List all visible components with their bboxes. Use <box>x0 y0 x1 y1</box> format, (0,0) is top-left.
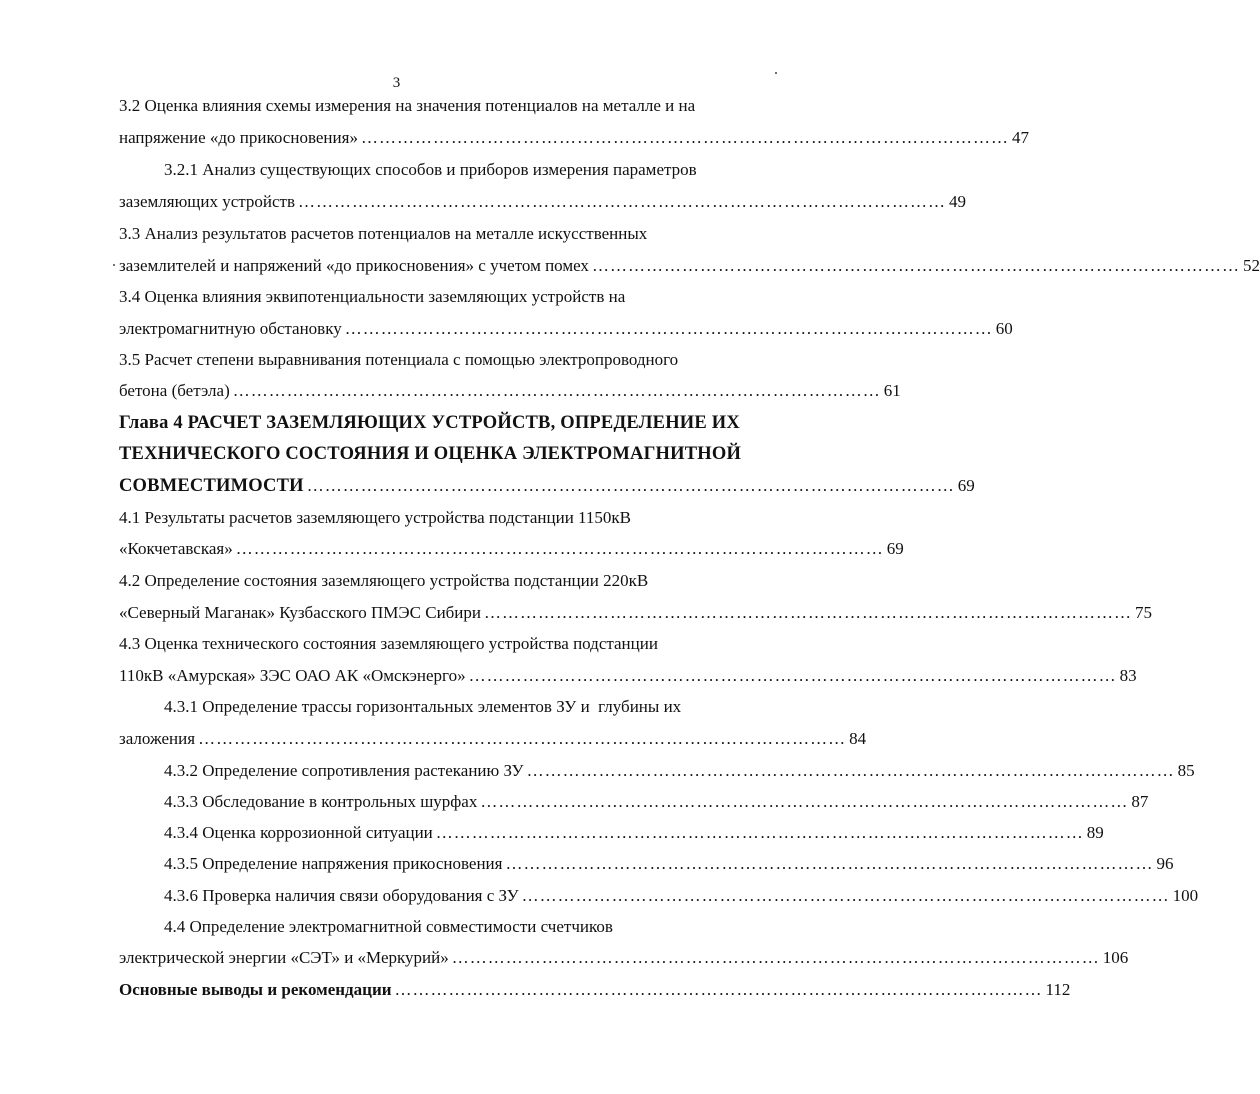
toc-line <box>119 536 904 562</box>
scan-speck <box>775 72 777 74</box>
toc-page-number: 106 <box>1102 948 1129 967</box>
toc-entry-text: СОВМЕСТИМОСТИ <box>119 476 304 496</box>
toc-line <box>119 505 759 531</box>
dot-leader: ……………………………………………………………………………………………… <box>232 381 881 400</box>
dot-leader: ……………………………………………………………………………………………… <box>480 792 1129 811</box>
toc-page-number: 89 <box>1086 823 1104 842</box>
toc-line <box>164 157 764 183</box>
toc-entry-text: электромагнитную обстановку <box>119 319 342 338</box>
toc-line <box>119 221 759 247</box>
toc-line <box>164 789 1149 815</box>
dot-leader: ……………………………………………………………………………………………… <box>484 603 1133 622</box>
dot-leader: ……………………………………………………………………………………………… <box>344 319 993 338</box>
toc-entry-text: 4.3.3 Обследование в контрольных шурфах <box>164 792 478 811</box>
toc-line <box>119 726 867 752</box>
toc-line <box>164 883 1199 909</box>
toc-line <box>119 189 967 215</box>
dot-leader: ……………………………………………………………………………………………… <box>198 729 847 748</box>
toc-entry-text: бетона (бетэла) <box>119 381 230 400</box>
toc-entry-text: 110кВ «Амурская» ЗЭС ОАО АК «Омскэнерго» <box>119 666 466 685</box>
toc-entry-text: 4.2 Определение состояния заземляющего устройства подстанции 220кВ <box>119 571 649 590</box>
toc-line <box>119 600 1153 626</box>
toc-entry-text: 4.3.5 Определение напряжения прикосновения <box>164 854 503 873</box>
toc-page-number: 84 <box>849 729 867 748</box>
toc-line <box>164 820 1104 846</box>
toc-entry-text: 4.1 Результаты расчетов заземляющего устройства подстанции 1150кВ <box>119 508 632 527</box>
toc-line <box>119 473 975 499</box>
toc-entry-text: 4.4 Определение электромагнитной совместимости счетчиков <box>164 917 613 936</box>
toc-line <box>164 851 1174 877</box>
toc-line <box>164 914 759 940</box>
toc-page-number: 83 <box>1119 666 1137 685</box>
toc-line <box>119 125 1029 151</box>
toc-line <box>164 758 1195 784</box>
toc-entry-text: ТЕХНИЧЕСКОГО СОСТОЯНИЯ И ОЦЕНКА ЭЛЕКТРОМАГНИТНОЙ <box>119 444 742 464</box>
toc-page-number: 96 <box>1156 854 1174 873</box>
dot-leader: ……………………………………………………………………………………………… <box>451 948 1100 967</box>
dot-leader: ……………………………………………………………………………………………… <box>394 980 1043 999</box>
toc-entry-text: 3.4 Оценка влияния эквипотенциальности заземляющих устройств на <box>119 287 626 306</box>
toc-entry-text: заземляющих устройств <box>119 192 296 211</box>
toc-chapter-heading <box>119 441 759 467</box>
toc-entry-text: электрической энергии «СЭТ» и «Меркурий» <box>119 948 449 967</box>
dot-leader: ……………………………………………………………………………………………… <box>591 256 1240 275</box>
dot-leader: ……………………………………………………………………………………………… <box>435 823 1084 842</box>
toc-entry-text: 3.2.1 Анализ существующих способов и приборов измерения параметров <box>164 160 697 179</box>
toc-page-number: 85 <box>1177 761 1195 780</box>
toc-page-number: 112 <box>1045 980 1071 999</box>
dot-leader: ……………………………………………………………………………………………… <box>521 886 1170 905</box>
toc-entry-text: заземлителей и напряжений «до прикосновения» с учетом помех <box>119 256 589 275</box>
toc-line <box>119 284 759 310</box>
dot-leader: ……………………………………………………………………………………………… <box>298 192 947 211</box>
toc-page-number: 60 <box>995 319 1013 338</box>
toc-entry-text: «Кокчетавская» <box>119 539 233 558</box>
toc-entry-text: 4.3.6 Проверка наличия связи оборудования с ЗУ <box>164 886 519 905</box>
toc-entry-text: 4.3.2 Определение сопротивления растеканию ЗУ <box>164 761 524 780</box>
page-number: 3 <box>392 75 401 91</box>
toc-page-number: 47 <box>1011 128 1029 147</box>
scan-speck <box>113 264 115 266</box>
toc-entry-text: 3.2 Оценка влияния схемы измерения на значения потенциалов на металле и на <box>119 96 696 115</box>
toc-page-number: 75 <box>1135 603 1153 622</box>
toc-page-number: 61 <box>883 381 901 400</box>
toc-page-number: 49 <box>949 192 967 211</box>
dot-leader: ……………………………………………………………………………………………… <box>468 666 1117 685</box>
toc-line <box>119 663 1137 689</box>
dot-leader: ……………………………………………………………………………………………… <box>306 476 955 495</box>
toc-entry-text: напряжение «до прикосновения» <box>119 128 358 147</box>
toc-entry-text: 4.3 Оценка технического состояния заземляющего устройства подстанции <box>119 634 658 653</box>
toc-entry-text: Глава 4 РАСЧЕТ ЗАЗЕМЛЯЮЩИХ УСТРОЙСТВ, ОПРЕДЕЛЕНИЕ ИХ <box>119 413 740 433</box>
toc-chapter-heading <box>119 410 759 436</box>
toc-entry-text: 3.5 Расчет степени выравнивания потенциала с помощью электропроводного <box>119 350 679 369</box>
toc-page-number: 87 <box>1131 792 1149 811</box>
toc-page-number: 100 <box>1172 886 1199 905</box>
toc-line <box>119 378 901 404</box>
dot-leader: ……………………………………………………………………………………………… <box>505 854 1154 873</box>
toc-line <box>119 568 759 594</box>
toc-entry-text: 4.3.1 Определение трассы горизонтальных элементов ЗУ и глубины их <box>164 697 682 716</box>
toc-entry-text: Основные выводы и рекомендации <box>119 980 392 999</box>
toc-line <box>119 347 759 373</box>
toc-line <box>119 93 759 119</box>
toc-line <box>119 253 1260 279</box>
toc-line <box>119 977 1071 1003</box>
toc-entry-text: заложения <box>119 729 196 748</box>
toc-entry-text: 4.3.4 Оценка коррозионной ситуации <box>164 823 433 842</box>
toc-entry-text: «Северный Маганак» Кузбасского ПМЭС Сибири <box>119 603 482 622</box>
toc-line <box>119 631 759 657</box>
toc-page-number: 52 <box>1242 256 1260 275</box>
dot-leader: ……………………………………………………………………………………………… <box>360 128 1009 147</box>
toc-line <box>119 316 1013 342</box>
dot-leader: ……………………………………………………………………………………………… <box>235 539 884 558</box>
toc-entry-text: 3.3 Анализ результатов расчетов потенциалов на металле искусственных <box>119 224 648 243</box>
toc-page-number: 69 <box>886 539 904 558</box>
toc-page-number: 69 <box>957 476 975 495</box>
dot-leader: ……………………………………………………………………………………………… <box>526 761 1175 780</box>
toc-line <box>164 694 759 720</box>
toc-line <box>119 945 1129 971</box>
